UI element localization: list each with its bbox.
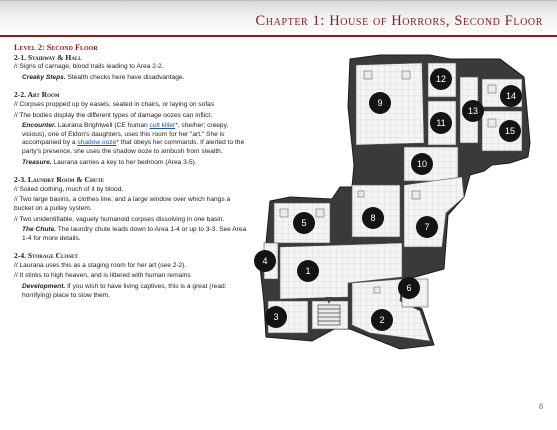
treasure-paragraph: [14, 159, 249, 168]
cult-killer-link[interactable]: cult killer: [149, 122, 176, 130]
subsection-text: The laundry chute leads down to Area 1-4 or up to 3-3. See Area 1-4 for more details.: [22, 226, 247, 242]
subsection-lead: The Chute.: [22, 226, 57, 234]
chapter-title: Chapter 1: House of Horrors, Second Floor: [255, 13, 543, 29]
svg-text:2: 2: [379, 315, 385, 325]
room-marker-13: [462, 100, 484, 122]
section-2-3-line: // Soiled clothing, much of it by blood.: [14, 185, 124, 193]
svg-text:10: 10: [416, 159, 428, 169]
encounter-paragraph: [14, 122, 249, 156]
svg-text:7: 7: [424, 222, 430, 232]
subsection-lead: Creaky Steps.: [22, 73, 66, 81]
room-marker-4: [254, 250, 276, 272]
level-title: Level 2: Second Floor: [14, 43, 98, 52]
section-2-3-subsection: [14, 226, 249, 243]
encounter-lead: Encounter.: [22, 122, 57, 130]
section-title-2-4: 2-4. Storage Closet: [14, 251, 78, 261]
floor-map-drawing: [252, 47, 542, 357]
section-2-4-line: // Laurana uses this as a staging room for her art (see 2-2).: [14, 261, 187, 269]
room-marker-8: [362, 207, 384, 229]
section-2-3-line: // Two unidentifiable, vaguely humanoid corpses dissolving in one basin.: [14, 215, 225, 223]
room-marker-7: [416, 216, 438, 238]
svg-text:6: 6: [406, 283, 412, 293]
subsection-lead: Development.: [22, 283, 66, 291]
shadow-ooze-link[interactable]: shadow ooze: [77, 139, 117, 147]
svg-text:3: 3: [273, 312, 279, 322]
encounter-text: Laurana Brightwell (CE human: [56, 122, 150, 130]
section-2-4-line: // It stinks to high heaven, and is littered with human remains: [14, 272, 191, 280]
treasure-lead: Treasure.: [22, 158, 52, 166]
room-marker-11: [430, 112, 452, 134]
section-2-2-line: // Corpses propped up by easels, seated in chairs, or laying on sofas: [14, 100, 215, 108]
room-marker-14: [500, 85, 522, 107]
section-title-2-3: 2-3. Laundry Room & Chute: [14, 175, 105, 185]
svg-text:8: 8: [370, 213, 376, 223]
text-column: [14, 44, 249, 302]
encounter-text: *, she/her; creepy, vicious), one of Eldon's daughters, uses this room for her "art." She is accompanied by a: [22, 122, 229, 147]
floor-map: [252, 47, 542, 357]
page-number: 8: [539, 402, 543, 411]
svg-text:15: 15: [504, 126, 516, 136]
header-rule: [0, 35, 557, 37]
room-marker-2: [371, 309, 393, 331]
room-marker-10: [411, 153, 433, 175]
section-2-1-subsection: [14, 74, 249, 83]
room-marker-15: [499, 120, 521, 142]
svg-text:5: 5: [301, 218, 307, 228]
svg-text:13: 13: [467, 106, 479, 116]
room-marker-3: [265, 306, 287, 328]
svg-text:14: 14: [505, 91, 517, 101]
section-2-2-line: // The bodies display the different types of damage oozes can inflict.: [14, 111, 213, 119]
room-marker-9: [369, 92, 391, 114]
section-2-3-line: // Two large basins, a clothes line, and a large window over which hangs a bucket on a pulley system.: [14, 196, 231, 212]
section-2-4-subsection: [14, 283, 249, 300]
section-2-1-line: // Signs of carnage, blood trails leading to Area 2-2.: [14, 63, 164, 71]
svg-text:4: 4: [262, 256, 268, 266]
svg-text:9: 9: [377, 98, 383, 108]
section-title-2-2: 2-2. Art Room: [14, 90, 60, 100]
encounter-text: * that obeys her commands. If alerted to the party's presence, she uses the shadow ooze to ambush from stealth.: [22, 139, 245, 155]
room-marker-12: [430, 68, 452, 90]
subsection-text: If you wish to have living captives, this is a great (read: horrifying) place to stow them.: [22, 283, 227, 299]
svg-text:11: 11: [436, 118, 446, 128]
treasure-text: Laurana carries a key to her bedroom (Area 3-5).: [51, 158, 197, 166]
room-marker-1: [297, 260, 319, 282]
svg-text:12: 12: [435, 74, 447, 84]
section-title-2-1: 2-1. Stairway & Hall: [14, 52, 82, 62]
svg-text:1: 1: [305, 266, 311, 276]
room-marker-6: [398, 277, 420, 299]
room-marker-5: [293, 212, 315, 234]
subsection-text: Stealth checks here have disadvantage.: [65, 73, 185, 81]
